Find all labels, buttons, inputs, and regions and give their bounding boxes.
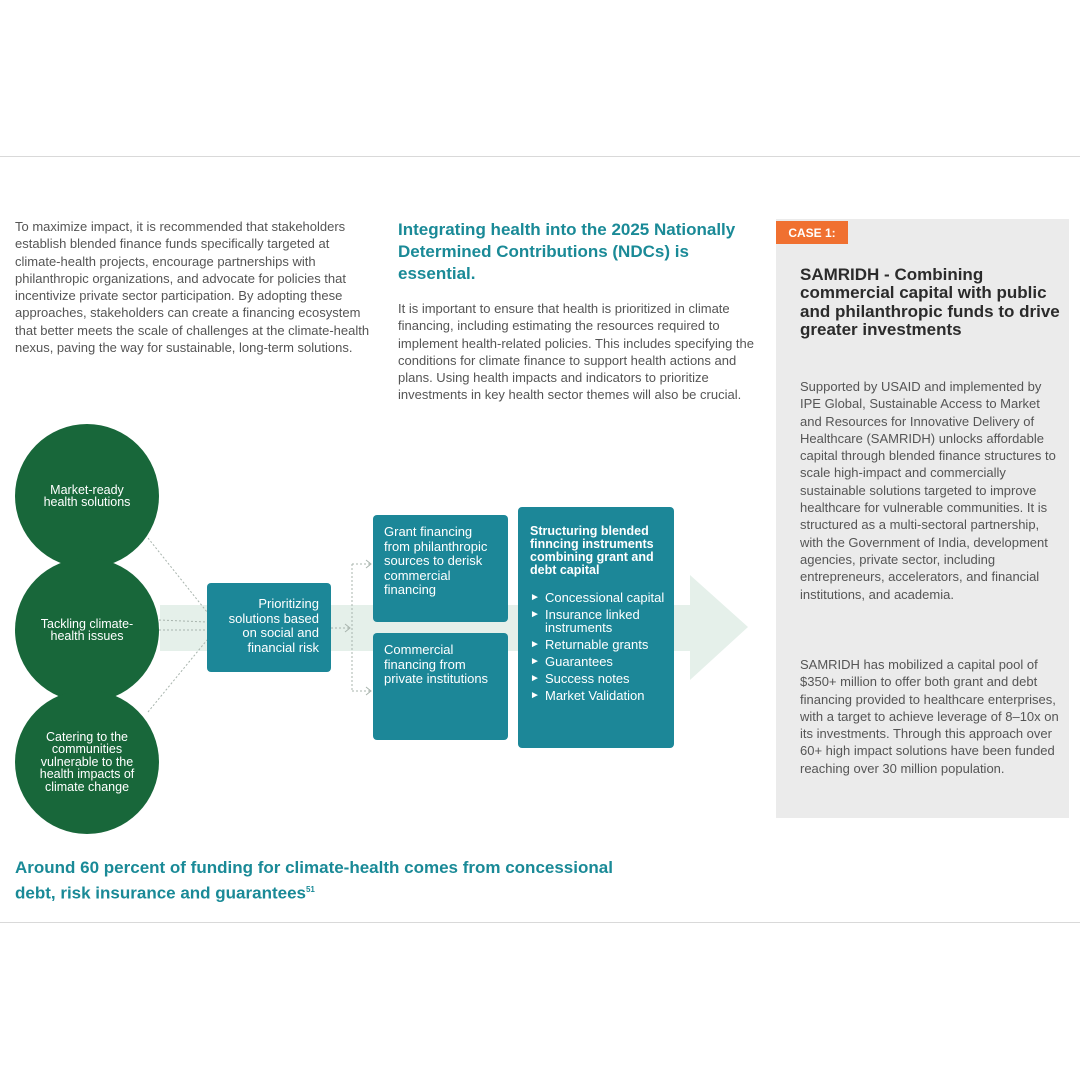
grant-financing-box: Grant financing from philanthropic sources to derisk commercial financing [373, 515, 508, 622]
ndc-paragraph: It is important to ensure that health is prioritized in climate financing, including estimating the resources required to implement health-related policies. This includes specifying the conditions for climate finance to support health actions and plans. Using health impacts and indicators to prioritize investments in key health sector themes will also be crucial. [398, 301, 755, 403]
ndc-heading: Integrating health into the 2025 Nationally Determined Contributions (NDCs) is essential. [398, 220, 736, 283]
instrument-label: Concessional capital [545, 590, 665, 605]
instrument-label: Success notes [545, 671, 630, 686]
case-title: SAMRIDH - Combining commercial capital with public and philanthropic funds to drive greater investments [800, 265, 1060, 340]
commercial-financing-box: Commercial financing from private institutions [373, 633, 508, 740]
circle-label: Market-ready health solutions [43, 482, 131, 509]
instrument-label: Guarantees [545, 654, 613, 669]
bullet-arrow-icon: ► [530, 690, 540, 701]
list-item [530, 638, 666, 651]
bullet-arrow-icon: ► [530, 592, 540, 603]
structuring-box [518, 507, 674, 748]
case-paragraph-1: Supported by USAID and implemented by IPE Global, Sustainable Access to Market and Resources for Innovative Delivery of Healthcare (SAMRIDH) unlocks affordable capital through blended finance structures to scale high-impact and commercially sustainable solutions targeted to improve healthcare for vulnerable communities. It is structured as a multi-sectoral partnership, with the Government of India, development agencies, private sector, including entrepreneurs, accelerators, and financial institutions, and academia. [800, 379, 1056, 602]
instrument-label: Returnable grants [545, 637, 649, 652]
funding-statement [15, 857, 615, 905]
list-item [530, 655, 666, 668]
connector-line-top [148, 538, 207, 612]
prioritizing-box: Prioritizing solutions based on social and financial risk [207, 583, 331, 672]
circle-vulnerable-communities [15, 690, 159, 834]
structuring-title: Structuring blended finncing instruments combining grant and debt capital [530, 524, 654, 577]
bottom-divider [0, 922, 1080, 923]
list-item [530, 672, 666, 685]
list-item [530, 689, 666, 702]
bullet-arrow-icon: ► [530, 639, 540, 650]
circle-label: Tackling climate-health issues [40, 616, 134, 643]
list-item [530, 591, 666, 604]
funding-text: Around 60 percent of funding for climate-health comes from concessional debt, risk insurance and guarantees [15, 858, 613, 903]
instrument-label: Insurance linked instruments [545, 607, 640, 635]
circle-climate-health [15, 558, 159, 702]
intro-paragraph: To maximize impact, it is recommended that stakeholders establish blended finance funds specifically targeted at climate-health projects, encourage partnerships with philanthropic organizations, and advocate for policies that incentivize private sector participation. By adopting these approaches, stakeholders can create a financing ecosystem that better meets the scale of challenges at the climate-health nexus, paving the way for sustainable, long-term solutions. [15, 219, 370, 356]
footnote-ref: 51 [305, 885, 315, 894]
list-item [530, 608, 666, 634]
bullet-arrow-icon: ► [530, 673, 540, 684]
circle-label: Catering to the communities vulnerable to the health impacts of climate change [39, 729, 135, 794]
case-label: CASE 1: [776, 221, 848, 244]
bullet-arrow-icon: ► [530, 656, 540, 667]
case-paragraph-2: SAMRIDH has mobilized a capital pool of $350+ million to offer both grant and debt financing provided to healthcare enterprises, with a target to achieve leverage of 8–10x on its investments. Through this approach over 60+ high impact solutions have been funded reaching over 30 million population. [800, 657, 1059, 776]
bullet-arrow-icon: ► [530, 609, 540, 620]
instrument-label: Market Validation [545, 688, 645, 703]
instrument-list [530, 591, 666, 702]
circle-market-ready [15, 424, 159, 568]
